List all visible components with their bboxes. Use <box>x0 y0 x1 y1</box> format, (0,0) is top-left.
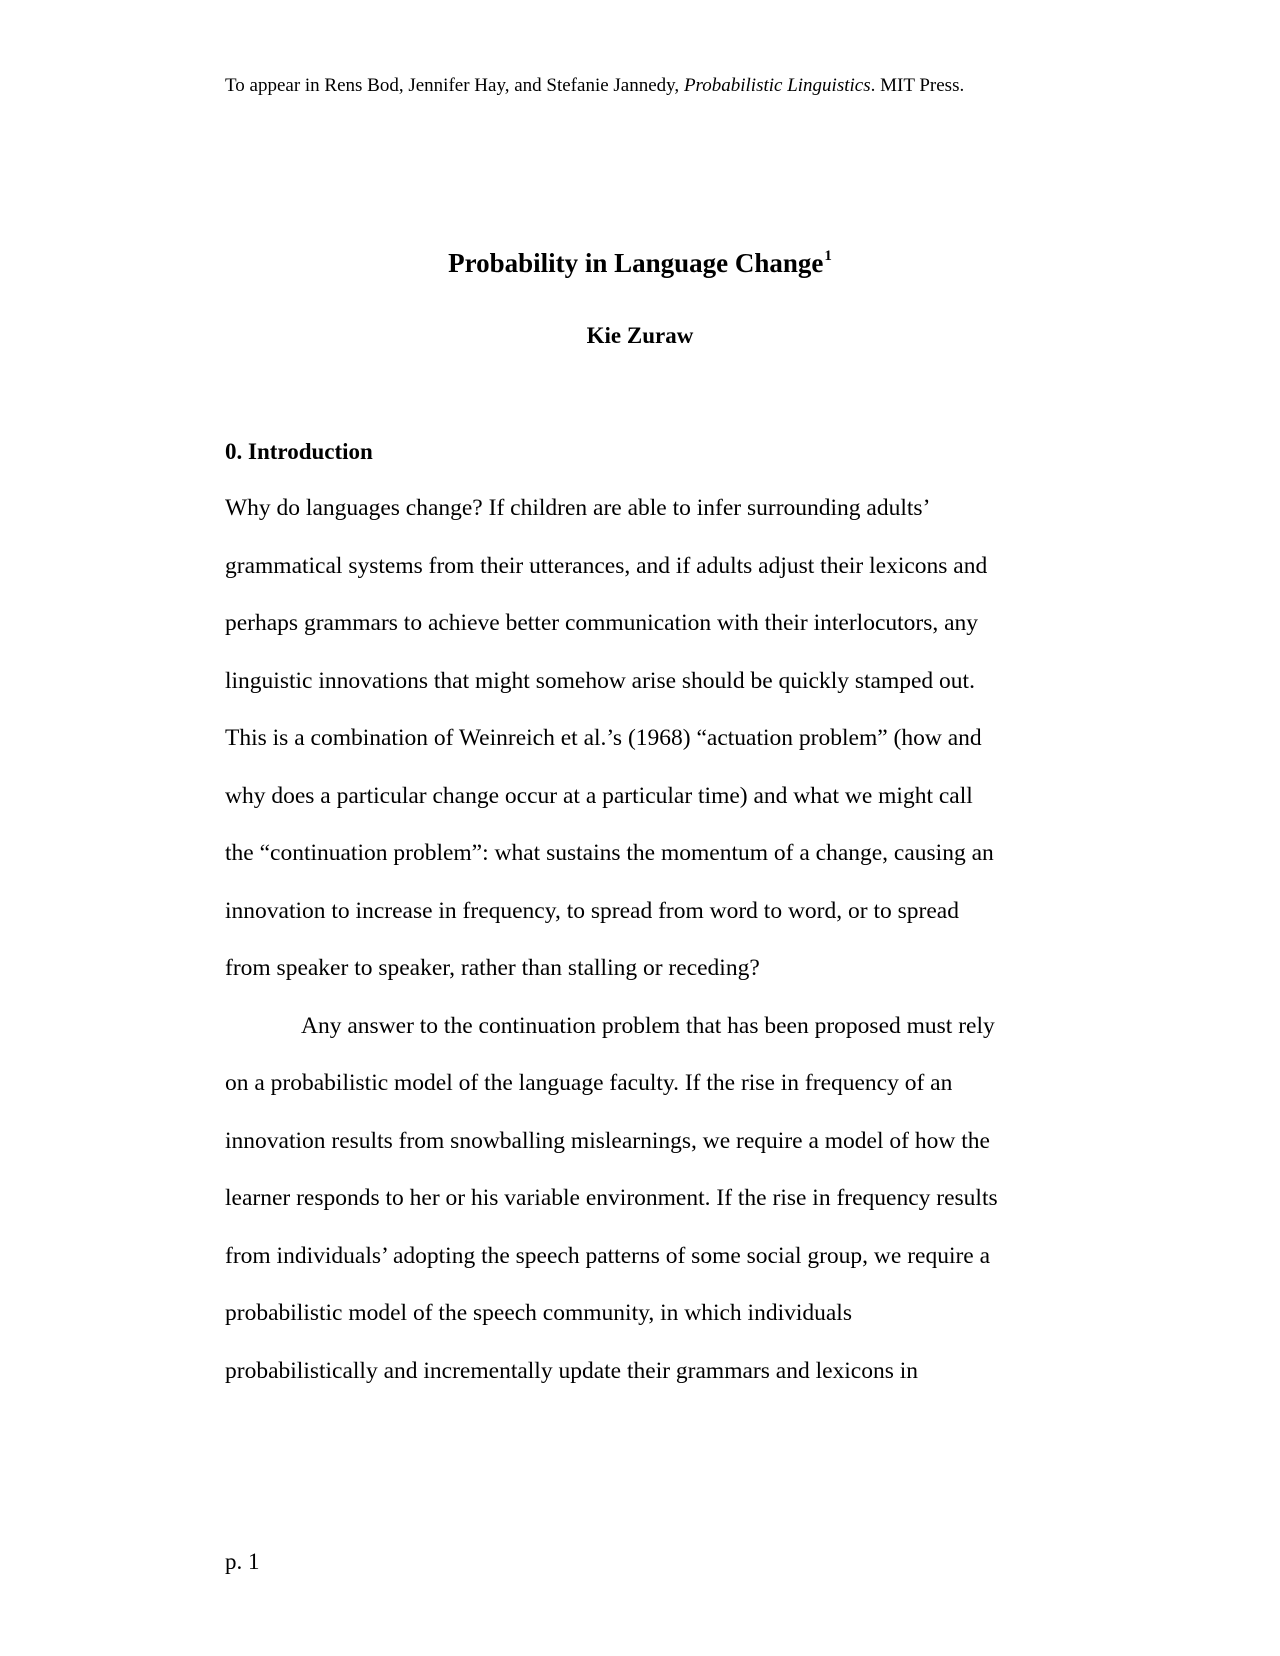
text-line-paragraph-start: Any answer to the continuation problem that has been proposed must rely <box>301 1012 995 1039</box>
paper-author: Kie Zuraw <box>586 323 694 348</box>
text-line: grammatical systems from their utterances, and if adults adjust their lexicons and <box>225 552 988 579</box>
text-line: the “continuation problem”: what sustains the momentum of a change, causing an <box>225 840 994 866</box>
paper-title <box>0 246 1280 280</box>
header-suffix: . MIT Press. <box>870 75 965 96</box>
paper-title-text: Probability in Language Change <box>448 248 824 278</box>
text-line: probabilistic model of the speech community, in which individuals <box>225 1300 852 1326</box>
running-header <box>225 74 964 98</box>
text-line: from speaker to speaker, rather than stalling or receding? <box>225 955 760 981</box>
text-line: This is a combination of Weinreich et al.’s (1968) “actuation problem” (how and <box>225 725 982 751</box>
header-book-title: Probabilistic Linguistics <box>683 75 871 96</box>
text-line: probabilistically and incrementally update their grammars and lexicons in <box>225 1357 919 1384</box>
text-line: why does a particular change occur at a particular time) and what we might call <box>225 782 973 809</box>
text-line: perhaps grammars to achieve better communication with their interlocutors, any <box>225 610 979 636</box>
section-heading: 0. Introduction <box>225 439 373 464</box>
header-prefix: To appear in Rens Bod, Jennifer Hay, and Stefanie Jannedy, <box>225 75 684 96</box>
body-text <box>225 494 1065 1414</box>
text-line: linguistic innovations that might somehow arise should be quickly stamped out. <box>225 667 975 694</box>
text-line: learner responds to her or his variable environment. If the rise in frequency results <box>225 1185 998 1211</box>
footnote-marker[interactable]: 1 <box>824 248 832 264</box>
text-line: innovation results from snowballing mislearnings, we require a model of how the <box>225 1127 990 1154</box>
text-line: from individuals’ adopting the speech patterns of some social group, we require a <box>225 1242 991 1269</box>
text-line: on a probabilistic model of the language faculty. If the rise in frequency of an <box>225 1070 953 1096</box>
page-number: p. 1 <box>225 1549 260 1574</box>
text-line: Why do languages change? If children are able to infer surrounding adults’ <box>225 495 931 521</box>
text-line: innovation to increase in frequency, to spread from word to word, or to spread <box>225 897 959 924</box>
